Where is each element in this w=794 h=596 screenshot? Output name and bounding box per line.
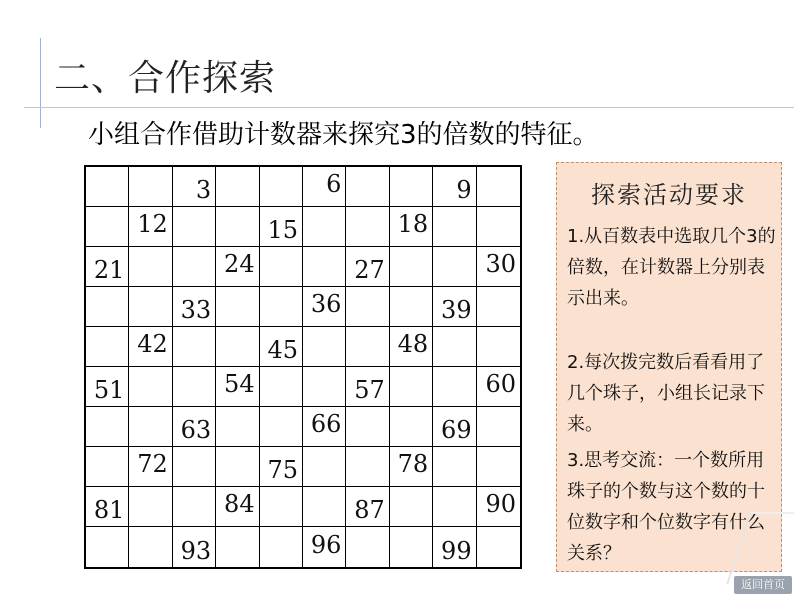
grid-cell <box>303 287 346 327</box>
grid-cell <box>216 167 259 207</box>
grid-cell <box>303 527 346 567</box>
grid-cell <box>260 407 303 447</box>
grid-cell <box>346 527 389 567</box>
grid-cell <box>303 247 346 287</box>
grid-cell <box>477 487 520 527</box>
grid-cell <box>477 247 520 287</box>
grid-number: 78 <box>397 450 429 478</box>
grid-cell <box>346 287 389 327</box>
grid-cell <box>303 447 346 487</box>
grid-cell <box>173 167 216 207</box>
grid-cell <box>346 487 389 527</box>
grid-cell <box>173 407 216 447</box>
grid-number: 66 <box>310 410 342 438</box>
grid-cell <box>433 247 476 287</box>
grid-cell <box>216 207 259 247</box>
grid-cell <box>477 327 520 367</box>
grid-number: 39 <box>441 296 472 324</box>
grid-number: 63 <box>180 416 212 444</box>
title-accent-horizontal-line <box>24 107 794 108</box>
grid-cell <box>260 167 303 207</box>
grid-number: 51 <box>93 376 125 404</box>
panel-title: 探索活动要求 <box>591 181 747 209</box>
grid-cell <box>433 167 476 207</box>
grid-number: 21 <box>93 256 125 284</box>
grid-cell <box>433 447 476 487</box>
grid-cell <box>216 247 259 287</box>
grid-number: 75 <box>267 456 298 484</box>
grid-cell <box>86 407 129 447</box>
grid-cell <box>216 487 259 527</box>
grid-cell <box>86 287 129 327</box>
grid-cell <box>173 207 216 247</box>
grid-cell <box>433 367 476 407</box>
grid-cell <box>260 207 303 247</box>
title-accent-vertical-line <box>40 38 41 128</box>
grid-cell <box>216 407 259 447</box>
grid-cell <box>346 247 389 287</box>
grid-number: 60 <box>485 370 516 398</box>
grid-cell <box>390 487 433 527</box>
grid-cell <box>260 327 303 367</box>
grid-number: 18 <box>397 210 429 238</box>
grid-cell <box>86 487 129 527</box>
grid-cell <box>129 167 172 207</box>
grid-number: 30 <box>485 250 516 278</box>
grid-cell <box>173 527 216 567</box>
grid-number: 15 <box>267 216 298 244</box>
grid-cell <box>477 407 520 447</box>
grid-number: 12 <box>137 210 168 238</box>
grid-cell <box>390 447 433 487</box>
grid-cell <box>346 407 389 447</box>
grid-number: 36 <box>310 290 342 318</box>
grid-cell <box>303 407 346 447</box>
grid-number: 24 <box>224 250 255 278</box>
grid-cell <box>129 407 172 447</box>
grid-cell <box>346 167 389 207</box>
grid-cell <box>173 367 216 407</box>
grid-cell <box>433 287 476 327</box>
grid-number: 54 <box>224 370 255 398</box>
grid-cell <box>173 287 216 327</box>
grid-cell <box>477 207 520 247</box>
page-subtitle: 小组合作借助计数器来探究3的倍数的特征。 <box>88 120 599 150</box>
grid-cell <box>390 327 433 367</box>
grid-cell <box>433 207 476 247</box>
activity-requirements-panel <box>556 162 782 572</box>
page-title: 二、合作探索 <box>54 58 277 99</box>
grid-cell <box>303 367 346 407</box>
grid-cell <box>477 447 520 487</box>
grid-number: 72 <box>137 450 168 478</box>
grid-cell <box>173 447 216 487</box>
grid-number: 3 <box>195 176 212 204</box>
grid-cell <box>86 367 129 407</box>
grid-cell <box>346 327 389 367</box>
grid-number: 90 <box>485 490 516 518</box>
grid-cell <box>173 487 216 527</box>
grid-cell <box>433 407 476 447</box>
grid-cell <box>477 167 520 207</box>
grid-cell <box>216 447 259 487</box>
grid-cell <box>129 447 172 487</box>
grid-number: 69 <box>441 416 472 444</box>
grid-cell <box>216 327 259 367</box>
grid-cell <box>129 367 172 407</box>
grid-number: 84 <box>224 490 255 518</box>
grid-cell <box>260 447 303 487</box>
grid-cell <box>216 367 259 407</box>
grid-number: 93 <box>180 537 212 565</box>
grid-cell <box>129 207 172 247</box>
grid-cell <box>303 487 346 527</box>
grid-cell <box>477 527 520 567</box>
grid-number: 42 <box>137 330 168 358</box>
grid-cell <box>433 327 476 367</box>
grid-number: 87 <box>354 496 385 524</box>
grid-number: 81 <box>93 496 125 524</box>
grid-cell <box>390 167 433 207</box>
rule-1: 1.从百数表中选取几个3的倍数，在计数器上分别表示出来。 <box>567 226 776 309</box>
grid-cell <box>260 487 303 527</box>
grid-cell <box>86 527 129 567</box>
grid-cell <box>303 207 346 247</box>
grid-number: 96 <box>310 531 342 559</box>
grid-number: 45 <box>267 336 298 364</box>
grid-cell <box>433 527 476 567</box>
grid-cell <box>129 247 172 287</box>
grid-cell <box>129 527 172 567</box>
grid-cell <box>477 367 520 407</box>
grid-cell <box>390 207 433 247</box>
grid-cell <box>216 527 259 567</box>
grid-cell <box>173 327 216 367</box>
grid-cell <box>129 287 172 327</box>
grid-cell <box>433 487 476 527</box>
grid-number: 9 <box>456 176 472 204</box>
grid-cell <box>390 407 433 447</box>
grid-cell <box>86 207 129 247</box>
grid-number: 57 <box>354 376 385 404</box>
grid-cell <box>129 487 172 527</box>
grid-cell <box>346 207 389 247</box>
grid-cell <box>260 247 303 287</box>
grid-cell <box>86 247 129 287</box>
grid-cell <box>86 447 129 487</box>
grid-cell <box>390 247 433 287</box>
grid-cell <box>216 287 259 327</box>
grid-cell <box>303 167 346 207</box>
grid-cell <box>390 527 433 567</box>
back-home-button[interactable]: 返回首页 <box>734 576 792 594</box>
grid-cell <box>173 247 216 287</box>
grid-cell <box>260 287 303 327</box>
grid-number: 99 <box>441 537 472 565</box>
grid-cell <box>390 367 433 407</box>
grid-cell <box>260 367 303 407</box>
grid-cell <box>346 367 389 407</box>
hundred-chart-grid <box>84 165 522 569</box>
grid-cell <box>477 287 520 327</box>
grid-number: 6 <box>326 170 342 198</box>
grid-cell <box>260 527 303 567</box>
grid-cell <box>129 327 172 367</box>
grid-number: 48 <box>397 330 429 358</box>
grid-cell <box>303 327 346 367</box>
rule-2: 2.每次拨完数后看看用了几个珠子，小组长记录下来。 <box>567 352 765 435</box>
grid-cell <box>86 327 129 367</box>
grid-cell <box>86 167 129 207</box>
grid-cell <box>346 447 389 487</box>
grid-number: 33 <box>180 296 212 324</box>
grid-cell <box>390 287 433 327</box>
rule-3: 3.思考交流：一个数所用珠子的个数与这个数的十位数字和个位数字有什么关系？ <box>567 450 765 564</box>
grid-number: 27 <box>354 256 385 284</box>
